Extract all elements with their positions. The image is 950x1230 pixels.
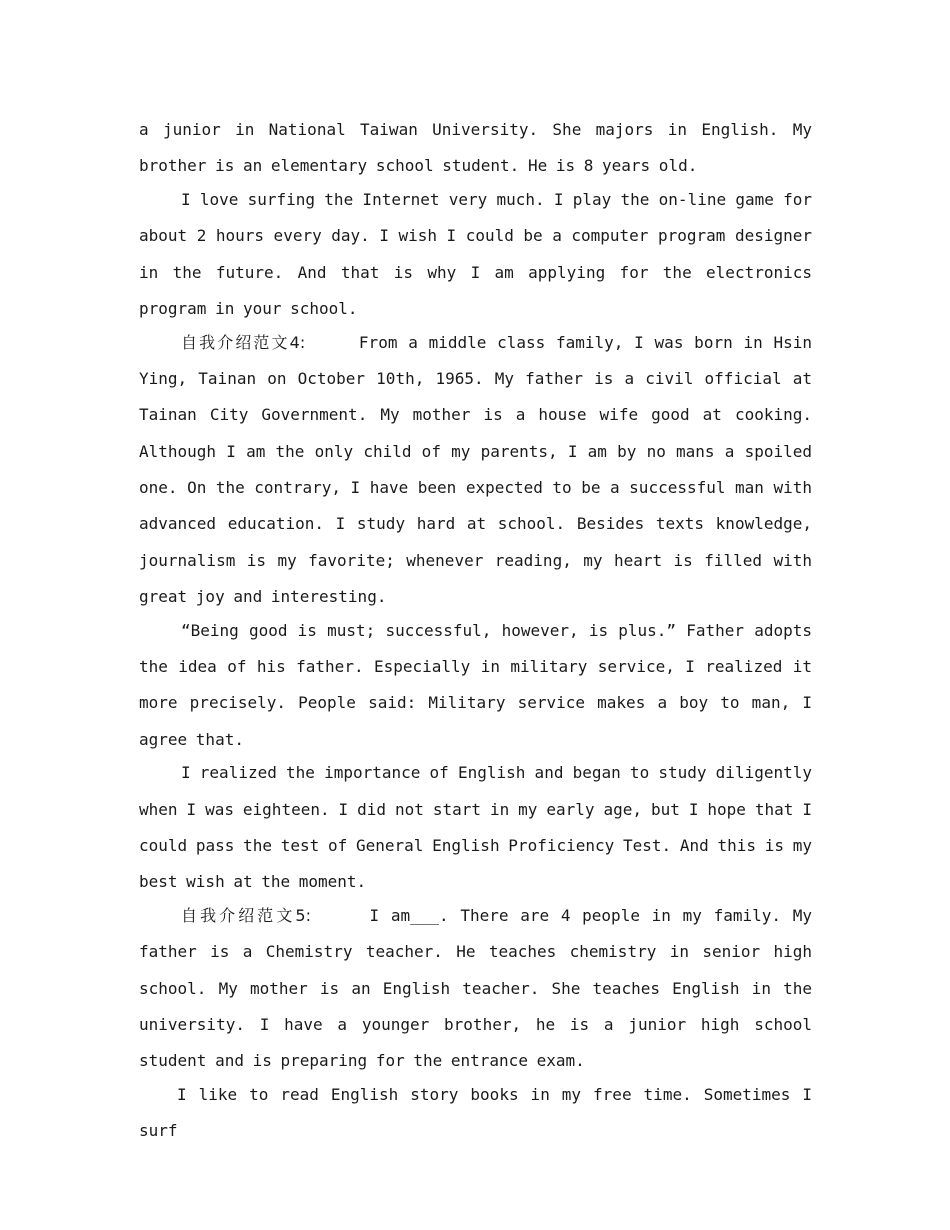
document-body xyxy=(139,112,812,1150)
paragraph-free-time xyxy=(139,1077,812,1150)
paragraph-text: I like to read English story books in my free time. Sometimes I surf xyxy=(139,1085,812,1141)
paragraph-text: I realized the importance of English and began to study diligently when I was eighteen. I did not start in my early age, but I hope that I could pass the test of General English Proficiency Test. And this is my best wish at the moment. xyxy=(139,763,812,892)
paragraph-text: From a middle class family, I was born in Hsin Ying, Tainan on October 10th, 1965. My father is a civil official at Tainan City Government. My mother is a house wife good at cooking. Although I am the only child of my parents, I am by no mans a spoiled one. On the contrary, I have been expected to be a successful man with advanced education. I study hard at school. Besides texts knowledge, journalism is my favorite; whenever reading, my heart is filled with great joy and interesting. xyxy=(139,332,812,606)
paragraph-sample-5 xyxy=(139,898,812,1079)
paragraph-hobbies xyxy=(139,182,812,327)
paragraph-text: “Being good is must; successful, however, is plus.” Father adopts the idea of his father. Especially in military service, I realized it more precisely. People said: Military service makes a boy to man, I agree that. xyxy=(139,620,812,749)
paragraph-family-intro xyxy=(139,112,812,185)
sample-heading: 自我介绍范文5: xyxy=(181,906,311,926)
paragraph-father-quote xyxy=(139,613,812,758)
paragraph-text: I am___. There are 4 people in my family. My father is a Chemistry teacher. He teaches chemistry in senior high school. My mother is an English teacher. She teaches English in the university. I have a younger brother, he is a junior high school student and is preparing for the entrance exam. xyxy=(139,906,812,1071)
paragraph-text: a junior in National Taiwan University. She majors in English. My brother is an elementary school student. He is 8 years old. xyxy=(139,120,812,176)
paragraph-english-study xyxy=(139,755,812,900)
paragraph-text: I love surfing the Internet very much. I play the on-line game for about 2 hours every day. I wish I could be a computer program designer in the future. And that is why I am applying for the electronics program in your school. xyxy=(139,190,812,318)
sample-heading: 自我介绍范文4: xyxy=(181,332,306,352)
paragraph-sample-4 xyxy=(139,325,812,615)
